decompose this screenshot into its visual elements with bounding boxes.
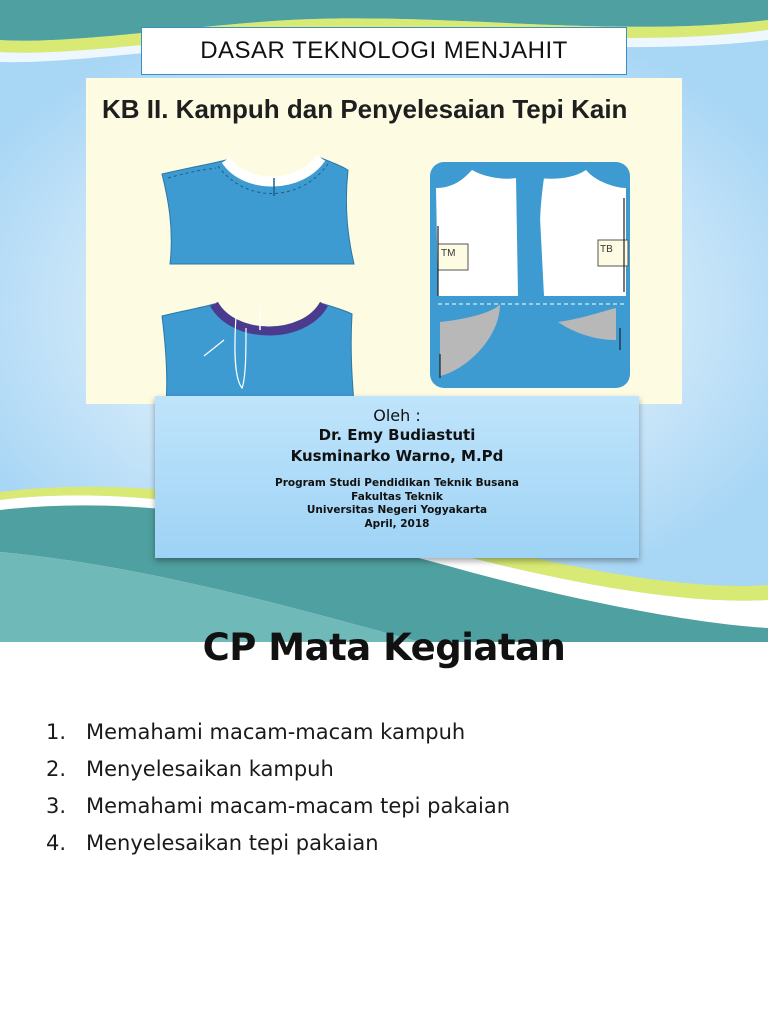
bodice-bottom-left xyxy=(162,304,354,404)
author-2: Kusminarko Warno, M.Pd xyxy=(290,447,504,465)
list-text: Menyelesaikan tepi pakaian xyxy=(86,831,379,855)
list-number: 3. xyxy=(46,794,67,818)
faculty-text: Fakultas Teknik xyxy=(351,490,443,503)
list-item xyxy=(46,788,510,825)
list-item xyxy=(46,825,510,862)
university-text: Universitas Negeri Yogyakarta xyxy=(306,504,488,516)
bodice-top-left xyxy=(162,158,354,264)
author-box xyxy=(155,396,639,558)
list-item xyxy=(46,751,510,788)
content-slide xyxy=(0,626,768,1024)
label-tm: TM xyxy=(441,248,456,259)
content-title: CP Mata Kegiatan xyxy=(202,626,566,669)
list-number: 2. xyxy=(46,757,67,781)
pattern-diagram xyxy=(430,162,630,388)
list-number: 4. xyxy=(46,831,67,855)
garment-illustration xyxy=(86,78,682,404)
date-text: April, 2018 xyxy=(364,517,430,530)
kb-heading: KB II. Kampuh dan Penyelesaian Tepi Kain xyxy=(102,94,628,124)
list-text: Menyelesaikan kampuh xyxy=(86,757,334,781)
list-item xyxy=(46,714,510,751)
program-text: Program Studi Pendidikan Teknik Busana xyxy=(275,477,519,489)
author-1: Dr. Emy Budiastuti xyxy=(318,426,476,444)
objective-list xyxy=(46,714,510,862)
slide-title: DASAR TEKNOLOGI MENJAHIT xyxy=(141,27,627,75)
list-text: Memahami macam-macam kampuh xyxy=(86,720,466,744)
label-tb: TB xyxy=(600,244,613,255)
by-label: Oleh : xyxy=(373,406,421,425)
list-text: Memahami macam-macam tepi pakaian xyxy=(86,794,511,818)
list-number: 1. xyxy=(46,720,67,744)
garment-diagram xyxy=(86,78,682,404)
